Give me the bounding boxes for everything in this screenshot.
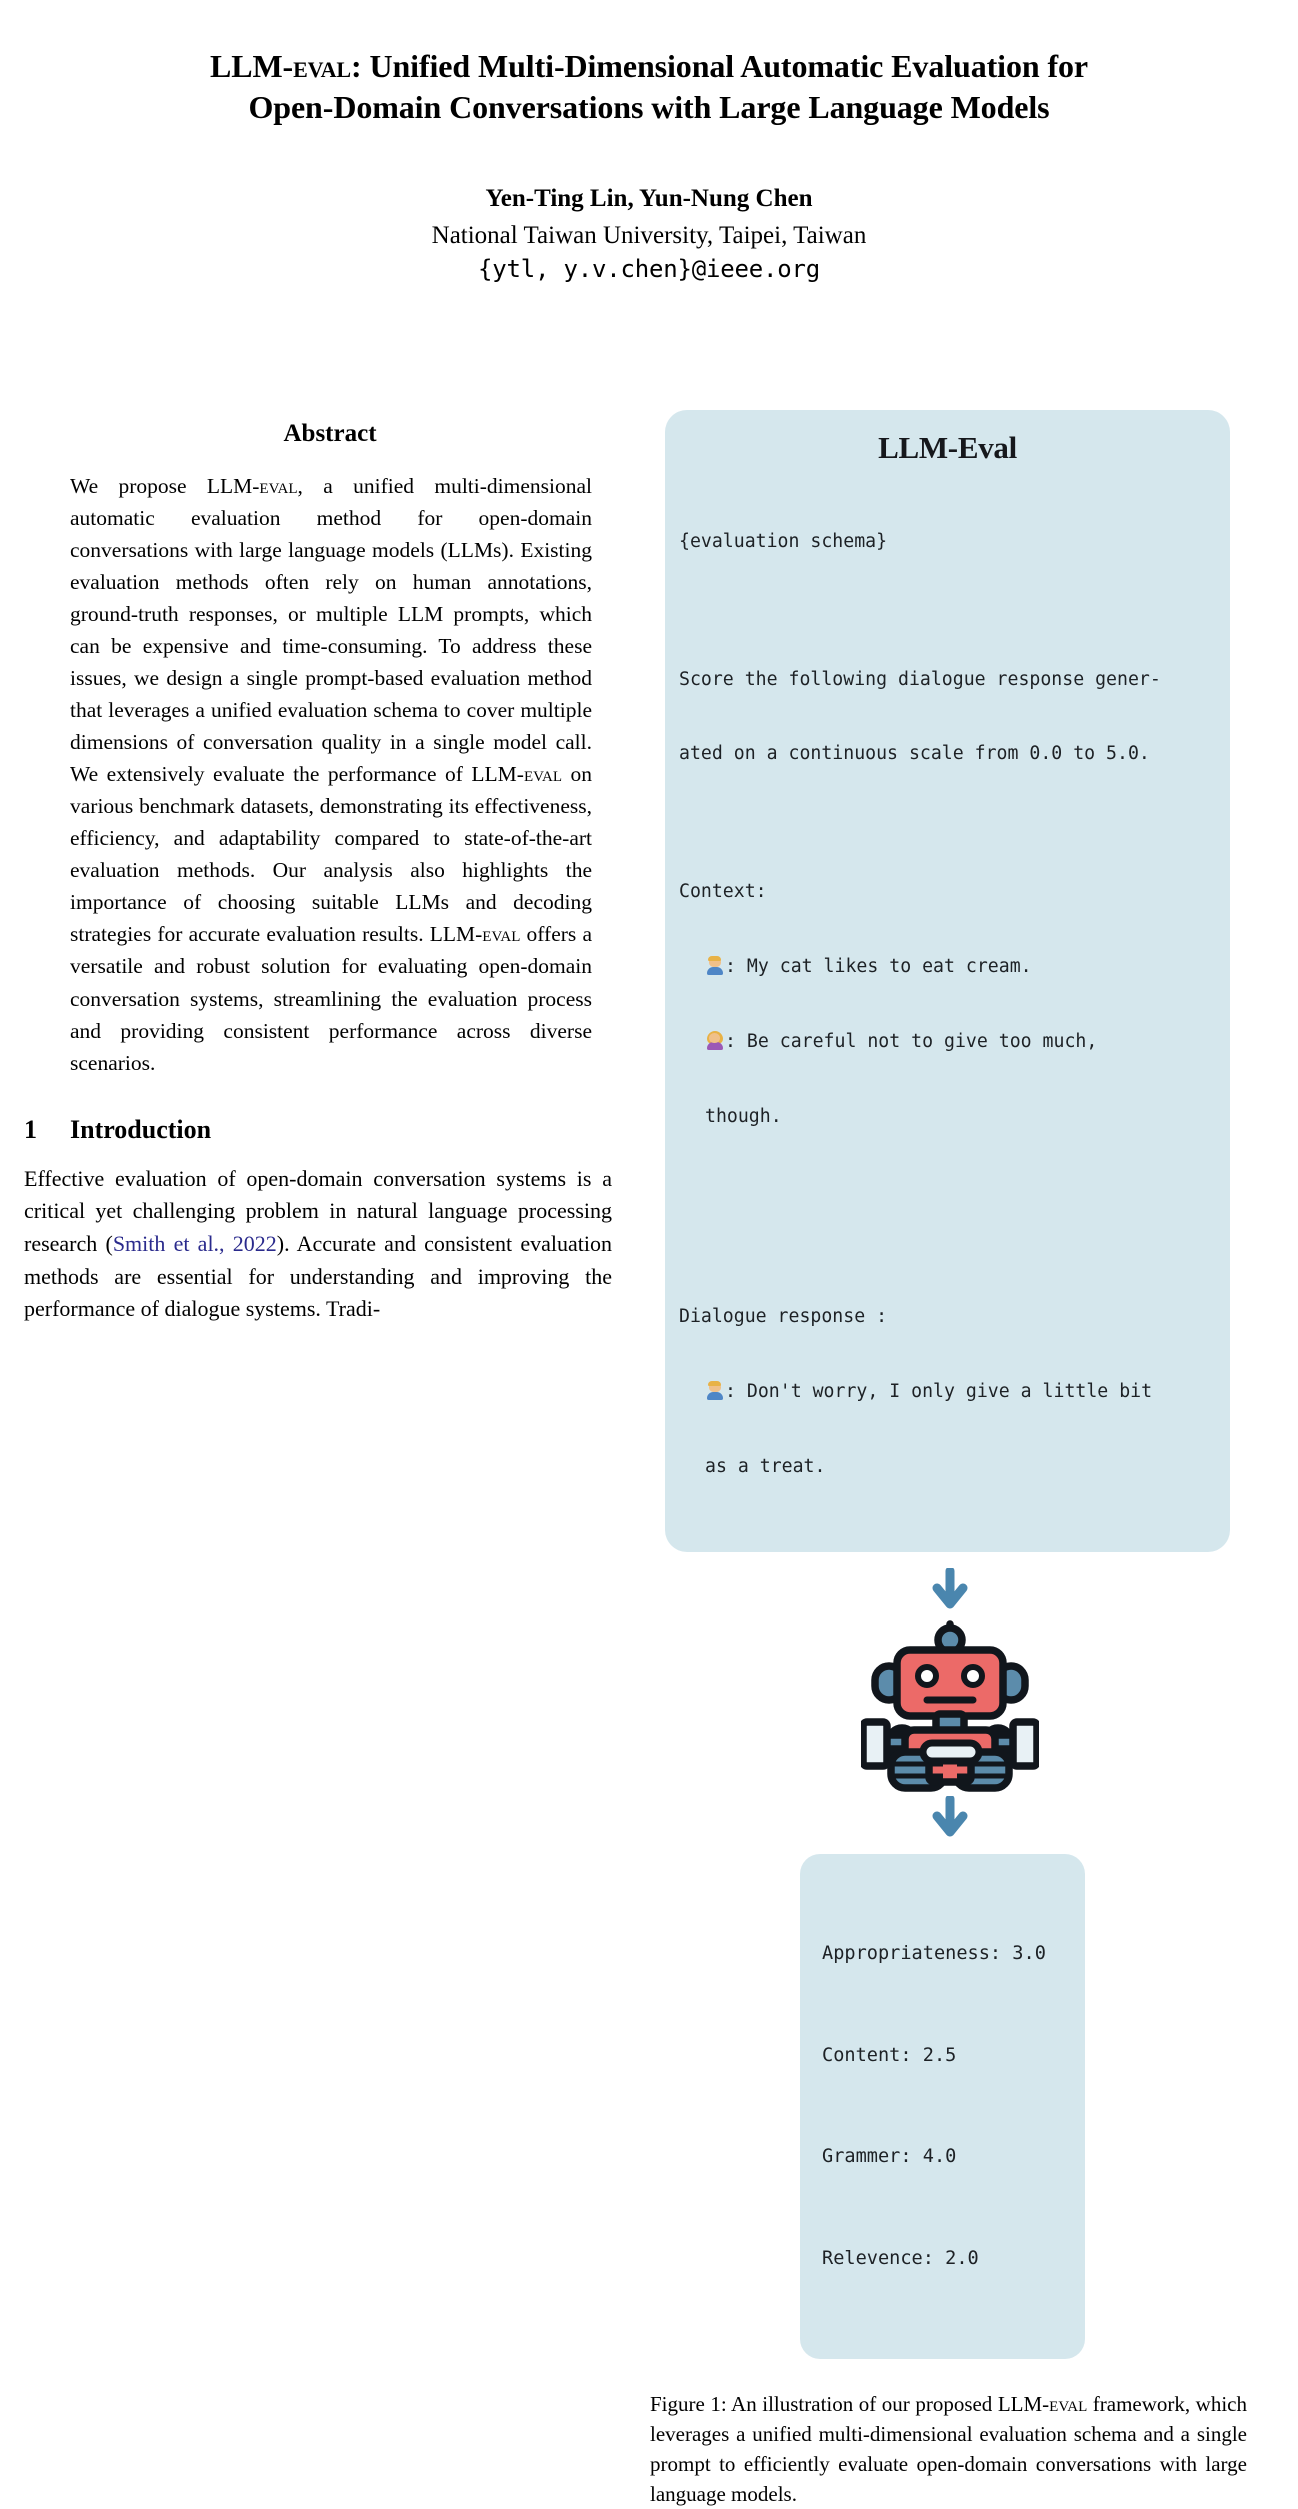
- instruction-line-2: ated on a continuous scale from 0.0 to 5.0.: [679, 743, 1150, 765]
- context-turn-2-cont: though.: [705, 1105, 782, 1127]
- response-text: : Don't worry, I only give a little bit: [725, 1380, 1153, 1402]
- affiliation: National Taiwan University, Taipei, Taiwan: [431, 221, 867, 249]
- spacer: [679, 605, 1214, 618]
- arrow-down-top-wrap: [650, 1568, 1250, 1612]
- abstract-seg-2: , a unified multi-dimensional automatic evaluation method for open-domain conversations with large language models (LLMs). Existing evaluation methods often rely on human annotations, ground-truth responses, or multiple LLM prompts, which can be expensive and time-consuming. To address these issues, we design a single prompt-based evaluation method that leverages a unified evaluation schema to cover multiple dimensions of conversation quality in a single model call. We extensively evaluate the performance of LLM-: [70, 474, 592, 787]
- right-column: [650, 410, 1250, 2509]
- abstract-heading: Abstract: [283, 420, 377, 447]
- intro-seg-2: ). Accurate and consistent evaluation methods are essential for understanding and improving the performance of dialogue systems. Tradi-: [24, 1230, 612, 1322]
- context-label: Context:: [679, 881, 767, 903]
- caption-smallcaps: eval: [1049, 2392, 1088, 2417]
- spacer: [679, 817, 1214, 830]
- score-item-relevence: Relevence: 2.0: [822, 2247, 979, 2269]
- arrow-down-bottom-wrap: [650, 1796, 1250, 1840]
- arrow-down-icon: [929, 1796, 971, 1840]
- instruction-line-1: Score the following dialogue response gener-: [679, 668, 1161, 690]
- abstract-text: [24, 470, 614, 1079]
- robot-wrap: [650, 1618, 1250, 1792]
- abstract-smallcaps-3: eval: [482, 922, 521, 947]
- title-part-b: : Unified Multi-Dimensional Automatic Evaluation for: [351, 48, 1089, 84]
- man-emoji-icon: [705, 956, 724, 975]
- contact-email: {ytl, y.v.chen}@ieee.org: [478, 255, 820, 284]
- schema-line: {evaluation schema}: [679, 530, 888, 552]
- intro-seg-1: Effective evaluation of open-domain conversation systems is a critical yet challenging problem in natural language processing research (: [24, 1165, 612, 1256]
- abstract-seg-3: on various benchmark datasets, demonstrating its effectiveness, efficiency, and adaptability compared to state-of-the-art evaluation methods. Our analysis also highlights the importance of choosing suitable LLMs and decoding strategies for accurate evaluation results. LLM-: [70, 762, 592, 947]
- section-heading-introduction: [24, 1115, 614, 1145]
- left-column: [24, 410, 614, 1326]
- prompt-text: [665, 480, 1230, 1530]
- abstract-smallcaps-1: eval: [259, 474, 298, 498]
- score-item-appropriateness: Appropriateness: 3.0: [822, 1943, 1046, 1965]
- score-box: [800, 1854, 1085, 2360]
- title-part-a: LLM-: [209, 48, 294, 84]
- spacer: [679, 1242, 1214, 1255]
- response-text-cont: as a treat.: [705, 1455, 826, 1477]
- score-list: [822, 1870, 1085, 2344]
- abstract-seg-4: offers a versatile and robust solution for evaluating open-domain conversation systems, streamlining the evaluation process and providing consistent performance across diverse scenarios.: [70, 922, 592, 1075]
- woman-emoji-icon: [705, 1031, 724, 1050]
- section-title: Introduction: [70, 1114, 212, 1144]
- robot-icon: [861, 1618, 1039, 1792]
- man-emoji-icon: [705, 1381, 724, 1400]
- caption-seg-2: framework, which leverages a unified multi-dimensional evaluation schema and a single prompt to efficiently evaluate open-domain conversations with large language models.: [650, 2392, 1247, 2507]
- title-line-2: Open-Domain Conversations with Large Language Models: [248, 88, 1050, 125]
- paper-header: [0, 0, 1298, 283]
- context-turn-1: [679, 955, 1214, 980]
- figure-box-title: LLM-Eval: [878, 430, 1017, 465]
- context-turn-1-text: : My cat likes to eat cream.: [725, 955, 1032, 977]
- introduction-text: [24, 1163, 612, 1326]
- figure-caption: [650, 2389, 1247, 2509]
- response-turn: [679, 1380, 1214, 1405]
- context-turn-2-text: : Be careful not to give too much,: [725, 1030, 1098, 1052]
- prompt-box: [665, 410, 1230, 1552]
- title-smallcaps-eval: eval: [293, 48, 351, 84]
- abstract-smallcaps-2: eval: [523, 762, 562, 787]
- section-number: 1: [24, 1114, 37, 1144]
- citation-link[interactable]: Smith et al., 2022: [112, 1230, 277, 1256]
- score-item-content: Content: 2.5: [822, 2044, 957, 2066]
- abstract-seg-1: We propose LLM-: [70, 474, 260, 498]
- page-title: [94, 46, 1204, 128]
- figure-1: [650, 410, 1250, 2509]
- score-item-grammer: Grammer: 4.0: [822, 2146, 957, 2168]
- spacer: [679, 1179, 1214, 1192]
- caption-seg-1: Figure 1: An illustration of our proposed LLM-: [650, 2392, 1050, 2417]
- body-columns: [0, 410, 1298, 2507]
- arrow-down-icon: [929, 1568, 971, 1612]
- author-list: Yen-Ting Lin, Yun-Nung Chen: [485, 184, 813, 212]
- context-turn-2: [679, 1030, 1214, 1055]
- response-label: Dialogue response :: [679, 1306, 888, 1328]
